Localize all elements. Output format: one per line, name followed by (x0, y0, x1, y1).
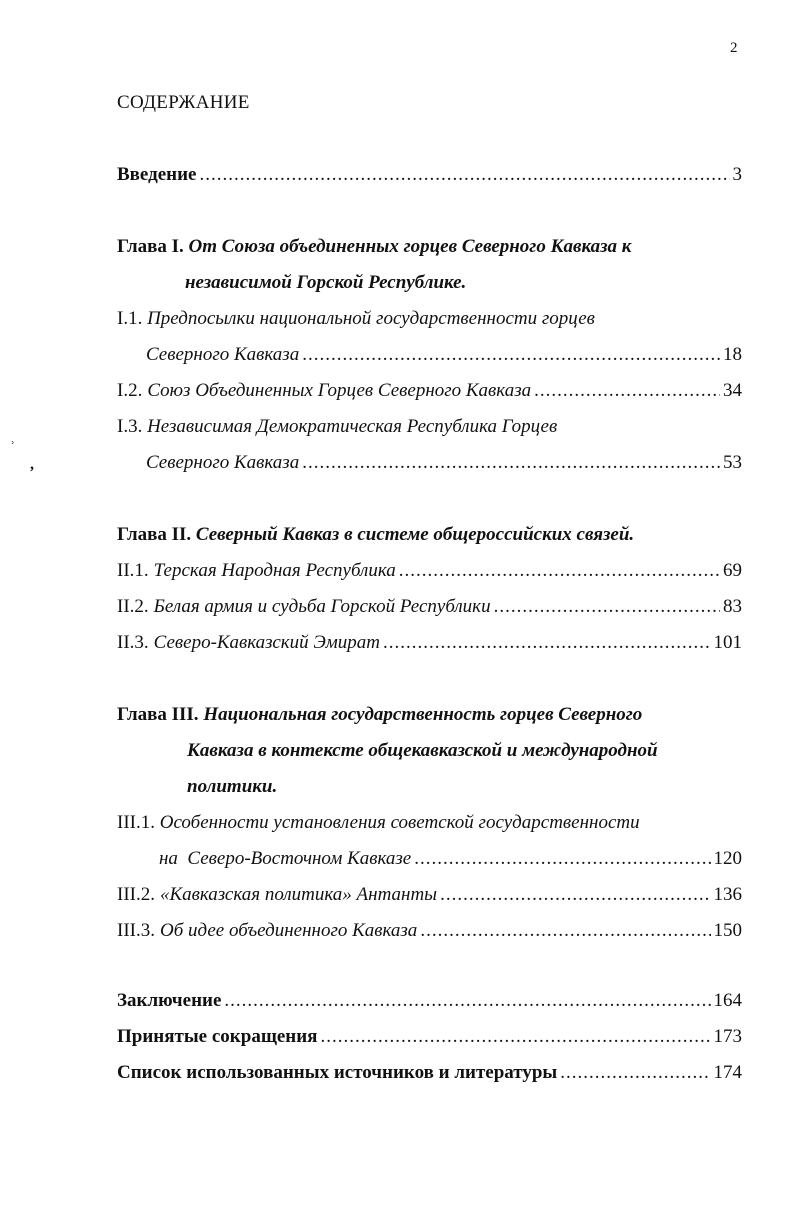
toc-entry-label: Введение (117, 164, 197, 185)
toc-entry-page: 101 (713, 632, 742, 653)
toc-entry-abbreviations[interactable] (117, 1024, 742, 1050)
toc-section-2-1[interactable] (117, 558, 742, 584)
chapter-prefix: Глава II. (117, 524, 192, 545)
toc-entry-page: 69 (723, 560, 742, 581)
leader-dots (494, 594, 720, 620)
toc-entry-label: Принятые сокращения (117, 1026, 318, 1047)
section-title-cont: Северного Кавказа (146, 452, 300, 473)
toc-section-3-2[interactable] (117, 882, 742, 908)
chapter-1-heading[interactable] (117, 234, 631, 260)
toc-entry-page: 83 (723, 596, 742, 617)
chapter-title: Национальная государственность горцев Северного (203, 704, 643, 725)
toc-section-2-3[interactable] (117, 630, 742, 656)
toc-entry-page: 18 (723, 344, 742, 365)
section-title: Терская Народная Республика (153, 560, 396, 581)
chapter-prefix: Глава III. (117, 704, 199, 725)
toc-section-1-1-cont[interactable] (146, 342, 742, 368)
toc-entry-label: Заключение (117, 990, 222, 1011)
leader-dots (383, 630, 711, 656)
leader-dots (420, 918, 710, 944)
toc-section-3-3[interactable] (117, 918, 742, 944)
chapter-title: Северный Кавказ в системе общероссийских связей. (195, 524, 635, 545)
chapter-3-heading[interactable] (117, 702, 642, 728)
toc-entry-intro[interactable] (117, 162, 742, 188)
toc-entry-page: 53 (723, 452, 742, 473)
section-title-cont: Северного Кавказа (146, 344, 300, 365)
section-number: II.3. (117, 632, 149, 653)
section-title: Северо-Кавказский Эмират (153, 632, 380, 653)
toc-title: СОДЕРЖАНИЕ (117, 92, 250, 113)
toc-section-1-2[interactable] (117, 378, 742, 404)
chapter-3-title-cont-2: политики. (187, 776, 278, 797)
chapter-title: От Союза объединенных горцев Северного Кавказа к (188, 236, 632, 257)
toc-entry-page: 3 (732, 164, 742, 185)
leader-dots (302, 450, 720, 476)
toc-entry-page: 174 (713, 1062, 742, 1083)
toc-entry-label: Список использованных источников и литературы (117, 1062, 558, 1083)
toc-entry-page: 120 (713, 848, 742, 869)
leader-dots (534, 378, 720, 404)
toc-entry-sources[interactable] (117, 1060, 742, 1086)
toc-section-1-1[interactable] (117, 306, 595, 332)
leader-dots (399, 558, 720, 584)
scan-speck: , (30, 456, 34, 473)
scan-speck: ˒ (10, 432, 16, 449)
toc-entry-page: 164 (713, 990, 742, 1011)
section-title: Особенности установления советской государственности (159, 812, 640, 833)
toc-section-1-3-cont[interactable] (146, 450, 742, 476)
toc-entry-page: 173 (713, 1026, 742, 1047)
toc-entry-page: 136 (713, 884, 742, 905)
section-number: I.1. (117, 308, 143, 329)
chapter-2-heading[interactable] (117, 522, 634, 548)
toc-entry-page: 34 (723, 380, 742, 401)
section-number: II.1. (117, 560, 149, 581)
section-title: «Кавказская политика» Антанты (159, 884, 438, 905)
toc-entry-page: 150 (713, 920, 742, 941)
section-title: Предпосылки национальной государственности горцев (147, 308, 595, 329)
toc-section-1-3[interactable] (117, 414, 557, 440)
chapter-1-title-cont: независимой Горской Республике. (185, 272, 467, 293)
section-number: II.2. (117, 596, 149, 617)
toc-section-2-2[interactable] (117, 594, 742, 620)
toc-section-3-1[interactable] (117, 810, 640, 836)
leader-dots (440, 882, 710, 908)
section-number: I.3. (117, 416, 143, 437)
section-number: I.2. (117, 380, 143, 401)
section-title: Союз Объединенных Горцев Северного Кавказа (147, 380, 532, 401)
section-number: III.2. (117, 884, 155, 905)
section-number: III.3. (117, 920, 155, 941)
toc-section-3-1-cont[interactable] (159, 846, 742, 872)
section-title: Независимая Демократическая Республика Горцев (147, 416, 558, 437)
section-title: Белая армия и судьба Горской Республики (153, 596, 491, 617)
toc-entry-conclusion[interactable] (117, 988, 742, 1014)
section-title: Об идее объединенного Кавказа (159, 920, 418, 941)
leader-dots (320, 1024, 710, 1050)
chapter-prefix: Глава I. (117, 236, 184, 257)
leader-dots (560, 1060, 710, 1086)
chapter-3-title-cont: Кавказа в контексте общекавказской и международной (187, 740, 658, 761)
section-number: III.1. (117, 812, 155, 833)
leader-dots (200, 162, 730, 188)
section-title-cont: на Северо-Восточном Кавказе (159, 848, 412, 869)
leader-dots (224, 988, 710, 1014)
leader-dots (302, 342, 720, 368)
leader-dots (414, 846, 710, 872)
page-number: 2 (730, 40, 738, 56)
